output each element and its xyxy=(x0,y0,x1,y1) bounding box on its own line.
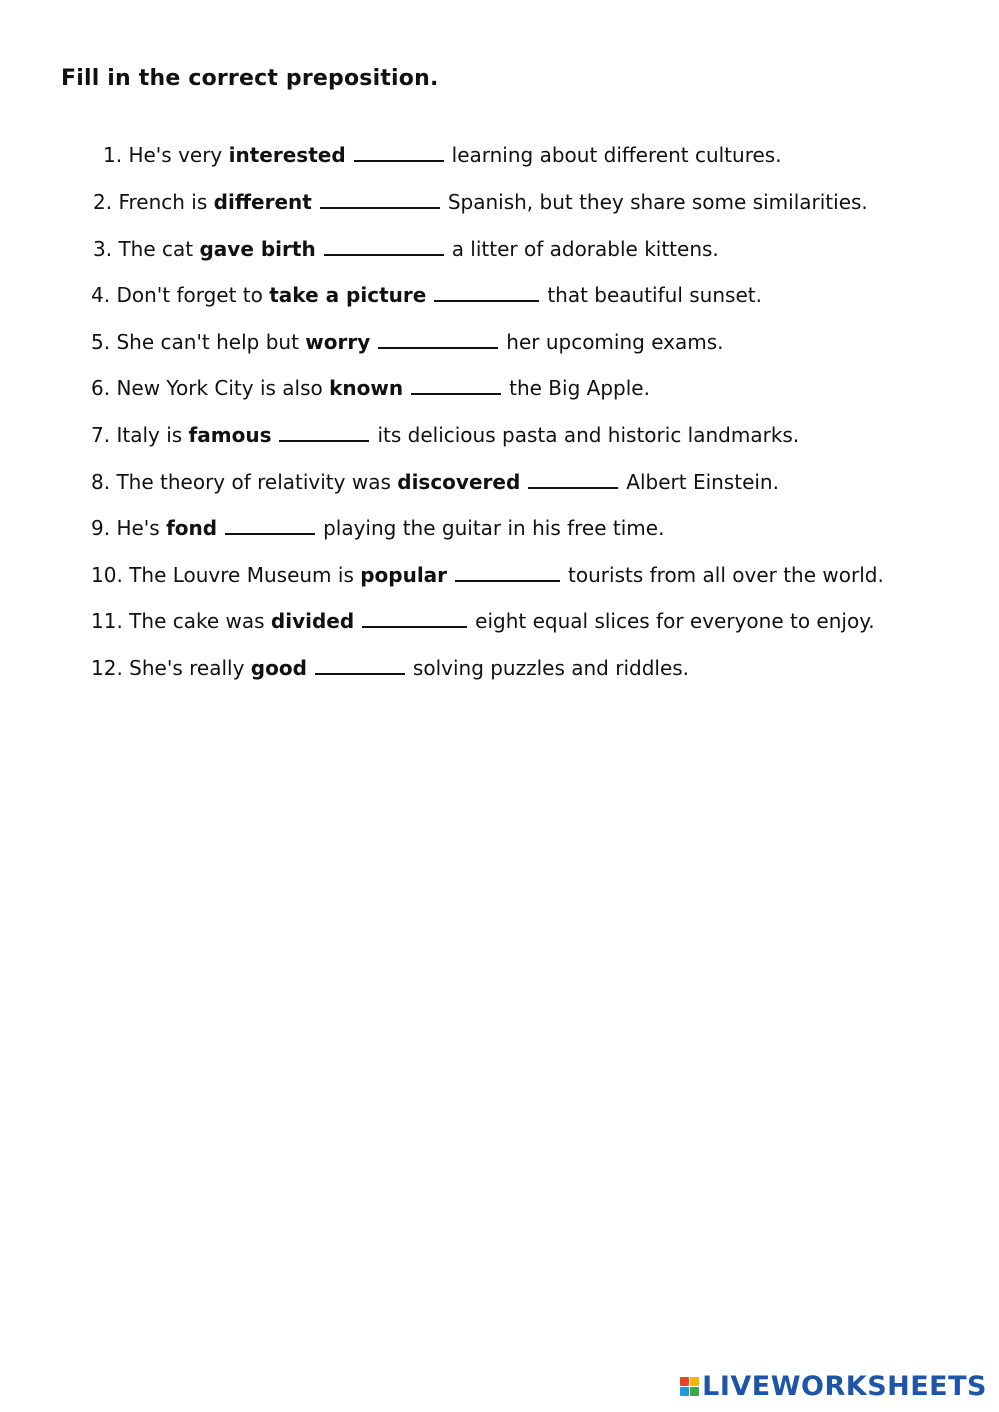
question-keyword: interested xyxy=(228,143,346,167)
question-number: 2. xyxy=(93,190,113,214)
brand-name: LIVEWORKSHEETS xyxy=(702,1371,987,1402)
question-number: 4. xyxy=(91,283,111,307)
question-text-after: a litter of adorable kittens. xyxy=(451,237,719,261)
answer-blank[interactable] xyxy=(411,375,501,395)
question-text-after: eight equal slices for everyone to enjoy. xyxy=(475,609,875,633)
question-keyword: fond xyxy=(166,516,218,540)
question-text-after: tourists from all over the world. xyxy=(568,563,884,587)
question-text-before: He's xyxy=(116,516,160,540)
question-number: 12. xyxy=(91,656,123,680)
question-text-before: New York City is also xyxy=(116,376,323,400)
question-text-before: Italy is xyxy=(116,423,183,447)
question-10 xyxy=(91,562,884,588)
question-text-after: Spanish, but they share some similarities. xyxy=(447,190,868,214)
answer-blank[interactable] xyxy=(279,422,369,442)
liveworksheets-logo-icon xyxy=(680,1377,699,1396)
question-number: 10. xyxy=(91,563,123,587)
question-keyword: different xyxy=(213,190,312,214)
answer-blank[interactable] xyxy=(434,282,539,302)
question-text-before: French is xyxy=(118,190,208,214)
question-keyword: discovered xyxy=(397,470,521,494)
question-text-after: its delicious pasta and historic landmarks. xyxy=(377,423,800,447)
answer-blank[interactable] xyxy=(354,142,444,162)
question-text-after: learning about different cultures. xyxy=(451,143,782,167)
question-text-before: She can't help but xyxy=(116,330,299,354)
question-11 xyxy=(91,608,875,634)
question-text-after: solving puzzles and riddles. xyxy=(412,656,690,680)
worksheet-title: Fill in the correct preposition. xyxy=(61,66,439,91)
question-text-before: The Louvre Museum is xyxy=(129,563,354,587)
liveworksheets-brand xyxy=(680,1371,987,1402)
question-number: 6. xyxy=(91,376,111,400)
answer-blank[interactable] xyxy=(315,655,405,675)
answer-blank[interactable] xyxy=(378,329,498,349)
answer-blank[interactable] xyxy=(225,515,315,535)
question-1 xyxy=(103,142,782,168)
question-2 xyxy=(93,189,868,215)
question-8 xyxy=(91,469,779,495)
question-keyword: good xyxy=(250,656,307,680)
answer-blank[interactable] xyxy=(528,469,618,489)
question-number: 9. xyxy=(91,516,111,540)
question-9 xyxy=(91,515,664,541)
question-text-before: The cake was xyxy=(129,609,265,633)
question-number: 1. xyxy=(103,143,123,167)
question-number: 3. xyxy=(93,237,113,261)
question-4 xyxy=(91,282,762,308)
question-7 xyxy=(91,422,799,448)
question-keyword: known xyxy=(329,376,404,400)
answer-blank[interactable] xyxy=(362,608,467,628)
answer-blank[interactable] xyxy=(324,236,444,256)
question-number: 8. xyxy=(91,470,111,494)
question-keyword: famous xyxy=(188,423,272,447)
question-text-after: playing the guitar in his free time. xyxy=(323,516,665,540)
answer-blank[interactable] xyxy=(455,562,560,582)
question-keyword: worry xyxy=(305,330,371,354)
question-keyword: divided xyxy=(270,609,355,633)
question-number: 5. xyxy=(91,330,111,354)
question-keyword: gave birth xyxy=(199,237,316,261)
question-text-after: that beautiful sunset. xyxy=(547,283,762,307)
question-text-before: The theory of relativity was xyxy=(116,470,391,494)
question-keyword: popular xyxy=(360,563,448,587)
question-number: 11. xyxy=(91,609,123,633)
question-6 xyxy=(91,375,650,401)
question-text-before: She's really xyxy=(129,656,245,680)
question-text-after: the Big Apple. xyxy=(509,376,650,400)
question-12 xyxy=(91,655,689,681)
question-number: 7. xyxy=(91,423,111,447)
question-keyword: take a picture xyxy=(269,283,427,307)
question-text-before: He's very xyxy=(128,143,223,167)
question-3 xyxy=(93,236,719,262)
question-text-after: Albert Einstein. xyxy=(626,470,779,494)
question-text-before: Don't forget to xyxy=(116,283,263,307)
answer-blank[interactable] xyxy=(320,189,440,209)
question-text-after: her upcoming exams. xyxy=(506,330,724,354)
question-5 xyxy=(91,329,724,355)
question-text-before: The cat xyxy=(118,237,194,261)
